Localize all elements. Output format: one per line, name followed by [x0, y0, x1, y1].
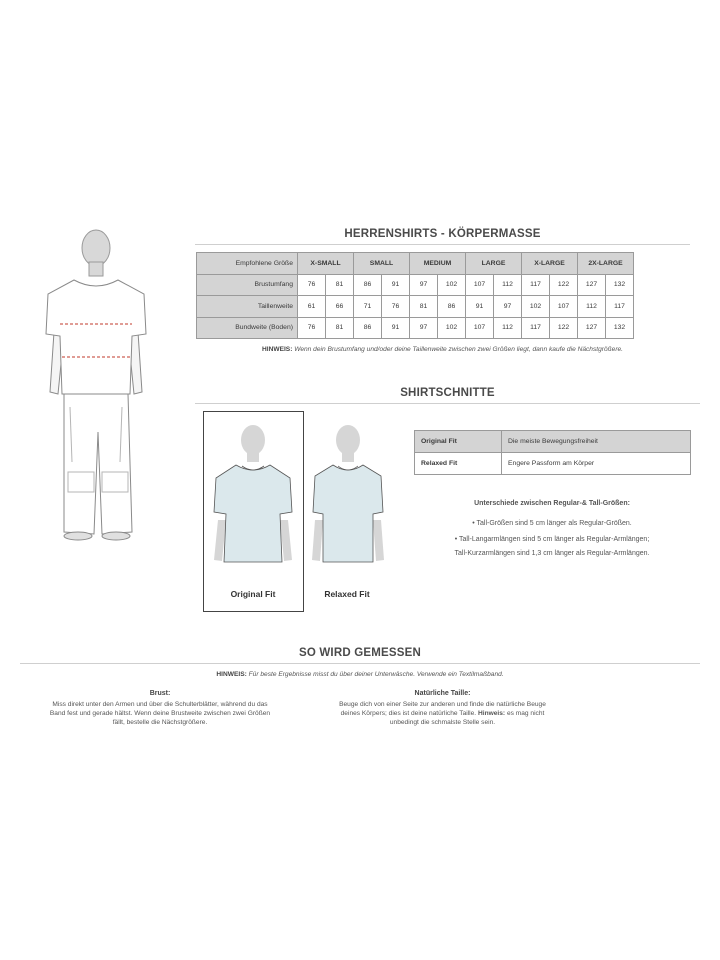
chest-line-1: Miss direkt unter den Armen und über die Schulterblätter, während du das	[52, 701, 268, 708]
size-table-row-hip	[197, 317, 634, 339]
table-cell: 86	[354, 317, 382, 339]
table-cell: 76	[382, 296, 410, 318]
table-cell: 76	[298, 274, 326, 296]
table-cell: 91	[382, 274, 410, 296]
regular-tall-item-2-continuation: Tall-Kurzarmlängen sind 1,3 cm länger als Regular-Armlängen.	[454, 550, 650, 557]
chest-measure-text	[20, 700, 300, 727]
fit-name-relaxed: Relaxed Fit	[415, 453, 502, 475]
row-label-hip: Bundweite (Boden)	[197, 317, 298, 339]
measure-section-title: SO WIRD GEMESSEN	[298, 647, 422, 659]
relaxed-fit-caption: Relaxed Fit	[324, 589, 370, 599]
chest-measure-title: Brust:	[149, 690, 171, 697]
table-cell: 127	[578, 317, 606, 339]
table-cell: 86	[438, 296, 466, 318]
bullet-icon: •	[454, 536, 458, 543]
size-table-header-row	[197, 253, 634, 275]
table-cell: 102	[438, 274, 466, 296]
table-cell: 127	[578, 274, 606, 296]
measure-section-divider	[20, 663, 700, 664]
waist-line-3: unbedingt die schmalste Stelle sein.	[389, 719, 496, 726]
waist-measure-title: Natürliche Taille:	[414, 690, 471, 697]
size-table-row-chest	[197, 274, 634, 296]
size-header-l: LARGE	[466, 253, 522, 275]
figure-right-foot	[102, 532, 130, 540]
table-cell: 117	[522, 317, 550, 339]
size-section-title: HERRENSHIRTS - KÖRPERMASSE	[344, 228, 541, 240]
size-header-s: SMALL	[354, 253, 410, 275]
size-table-header-label: Empfohlene Größe	[197, 253, 298, 275]
regular-tall-item-1-text: Tall-Größen sind 5 cm länger als Regular-Größen.	[476, 520, 632, 527]
row-label-waist: Taillenweite	[197, 296, 298, 318]
size-header-2xl: 2X-LARGE	[578, 253, 634, 275]
table-cell: 81	[410, 296, 438, 318]
table-cell: 107	[466, 317, 494, 339]
size-table-row-waist	[197, 296, 634, 318]
fit-table	[414, 430, 691, 475]
table-cell: 61	[298, 296, 326, 318]
size-note-label: HINWEIS:	[261, 346, 293, 353]
table-cell: 97	[410, 317, 438, 339]
figure-neck	[89, 262, 103, 276]
table-cell: 117	[522, 274, 550, 296]
waist-line-2-pre: deines Körpers; dies ist deine natürliche Taille.	[340, 710, 477, 717]
figure-left-foot	[64, 532, 92, 540]
table-cell: 112	[578, 296, 606, 318]
size-section-divider	[195, 244, 690, 245]
table-cell: 112	[494, 317, 522, 339]
fit-description-original: Die meiste Bewegungsfreiheit	[502, 431, 691, 453]
table-cell: 97	[494, 296, 522, 318]
fit-row-original	[415, 431, 691, 453]
waist-line-2-post: es mag nicht	[506, 710, 545, 717]
measure-note	[20, 671, 700, 678]
table-cell: 132	[606, 274, 634, 296]
table-cell: 112	[494, 274, 522, 296]
original-fit-shirt-figure	[210, 420, 296, 570]
measure-note-label: HINWEIS:	[216, 671, 247, 678]
fit-description-relaxed: Engere Passform am Körper	[502, 453, 691, 475]
table-cell: 81	[326, 317, 354, 339]
chest-line-3: fällt, bestelle die Nächstgrößere.	[112, 719, 208, 726]
regular-tall-item-2	[414, 536, 690, 543]
size-table	[196, 252, 634, 339]
original-fit-caption: Original Fit	[230, 589, 276, 599]
waist-line-2	[305, 709, 580, 718]
table-cell: 66	[326, 296, 354, 318]
row-label-chest: Brustumfang	[197, 274, 298, 296]
size-header-xs: X-SMALL	[298, 253, 354, 275]
table-cell: 91	[466, 296, 494, 318]
table-cell: 71	[354, 296, 382, 318]
table-cell: 122	[550, 274, 578, 296]
regular-tall-item-1	[414, 520, 690, 527]
bullet-icon: •	[472, 520, 475, 527]
measure-note-text: Für beste Ergebnisse misst du über deiner Unterwäsche. Verwende ein Textilmaßband.	[248, 671, 504, 678]
table-cell: 91	[382, 317, 410, 339]
size-note	[195, 346, 690, 353]
regular-tall-title: Unterschiede zwischen Regular-& Tall-Größen:	[474, 500, 630, 507]
waist-line-2-bold: Hinweis:	[477, 710, 506, 717]
table-cell: 122	[550, 317, 578, 339]
body-measurement-figure	[40, 222, 160, 547]
table-cell: 117	[606, 296, 634, 318]
table-cell: 81	[326, 274, 354, 296]
fit-section-divider	[195, 403, 700, 404]
size-header-xl: X-LARGE	[522, 253, 578, 275]
table-cell: 107	[550, 296, 578, 318]
chest-line-2: Band fest und gerade hältst. Wenn deine Brustweite zwischen zwei Größen	[49, 710, 271, 717]
size-note-text: Wenn dein Brustumfang und/oder deine Taillenweite zwischen zwei Größen liegt, dann kaufe die Nächstgrößere.	[294, 346, 624, 353]
table-cell: 76	[298, 317, 326, 339]
figure-shirt	[46, 280, 146, 394]
figure-head	[82, 230, 110, 266]
table-cell: 86	[354, 274, 382, 296]
relaxed-fit-shirt-figure	[305, 420, 391, 570]
table-cell: 132	[606, 317, 634, 339]
regular-tall-item-2-text: Tall-Langarmlängen sind 5 cm länger als Regular-Armlängen;	[459, 536, 650, 543]
waist-line-1: Beuge dich von einer Seite zur anderen und finde die natürliche Beuge	[339, 701, 546, 708]
table-cell: 107	[466, 274, 494, 296]
size-header-m: MEDIUM	[410, 253, 466, 275]
waist-measure-text	[305, 700, 580, 727]
table-cell: 102	[522, 296, 550, 318]
fit-section-title: SHIRTSCHNITTE	[400, 387, 495, 399]
table-cell: 97	[410, 274, 438, 296]
fit-row-relaxed	[415, 453, 691, 475]
fit-name-original: Original Fit	[415, 431, 502, 453]
table-cell: 102	[438, 317, 466, 339]
